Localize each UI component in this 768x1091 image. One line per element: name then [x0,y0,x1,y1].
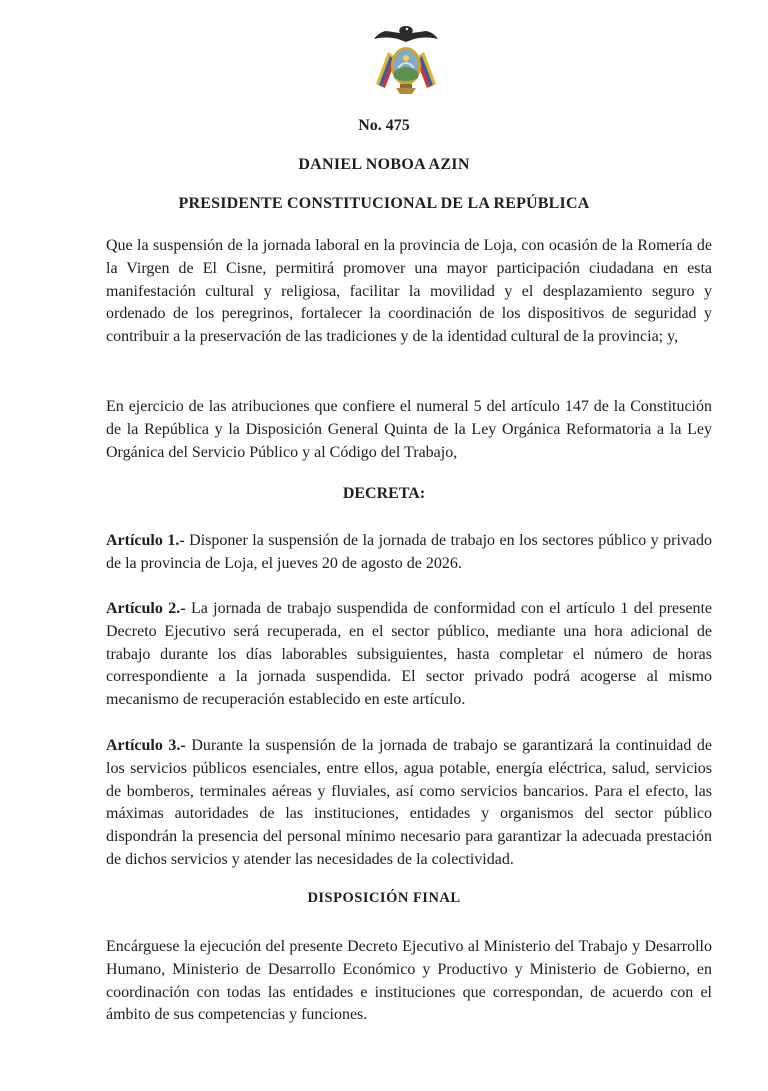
disposicion-final-text: Encárguese la ejecución del presente Decreto Ejecutivo al Ministerio del Trabajo y Desarrollo Humano, Ministerio de Desarrollo Económico y Productivo y Ministerio de Gobierno, en coordinación con todas las entidades e instituciones que correspondan, de acuerdo con el ámbito de sus competencias y funciones. [106,938,712,1024]
article-1 [106,530,712,576]
decreta-heading: DECRETA: [342,485,426,502]
article-2-label: Artículo 2.- [106,600,186,617]
disposicion-final-heading: DISPOSICIÓN FINAL [307,890,461,906]
coat-of-arms-seal [370,22,442,100]
article-2-text: La jornada de trabajo suspendida de conformidad con el artículo 1 del presente Decreto Ejecutivo será recuperada, en el sector público, mediante una hora adicional de trabajo durante los días laborables subsiguientes, hasta completar el número de horas correspondiente a la jornada suspendida. El sector privado podrá acogerse al mismo mecanismo de recuperación establecido en este artículo. [106,600,713,709]
article-3 [106,735,712,872]
article-3-text: Durante la suspensión de la jornada de trabajo se garantizará la continuidad de los servicios públicos esenciales, entre ellos, agua potable, energía eléctrica, salud, servicios de bomberos, terminales aéreas y fluviales, así como servicios bancarios. Para el efecto, las máximas autoridades de las instituciones, entidades y organismos del sector público dispondrán la presencia del personal mínimo necesario para garantizar la adecuada prestación de dichos servicios y atender las necesidades de la colectividad. [106,737,712,868]
president-title: PRESIDENTE CONSTITUCIONAL DE LA REPÚBLICA [178,195,590,212]
ejercicio-paragraph: En ejercicio de las atribuciones que confiere el numeral 5 del artículo 147 de la Constitución de la República y la Disposición General Quinta de la Ley Orgánica Reformatoria a la Ley Orgánica del Servicio Público y al Código del Trabajo, [106,398,712,461]
article-1-text: Disponer la suspensión de la jornada de trabajo en los sectores público y privado de la provincia de Loja, el jueves 20 de agosto de 2026. [106,532,713,572]
decree-number: No. 475 [358,117,410,134]
considerando-paragraph: Que la suspensión de la jornada laboral en la provincia de Loja, con ocasión de la Romería de la Virgen de El Cisne, permitirá promover una mayor participación ciudadana en esta manifestación cultural y religiosa, facilitar la movilidad y el desplazamiento seguro y ordenado de los peregrinos, fortalecer la coordinación de los dispositivos de seguridad y contribuir a la preservación de las tradiciones y de la identidad cultural de la provincia; y, [106,237,712,346]
article-1-label: Artículo 1.- [106,532,185,549]
article-3-label: Artículo 3.- [106,737,186,754]
president-name: DANIEL NOBOA AZIN [298,156,470,173]
article-2 [106,598,712,712]
